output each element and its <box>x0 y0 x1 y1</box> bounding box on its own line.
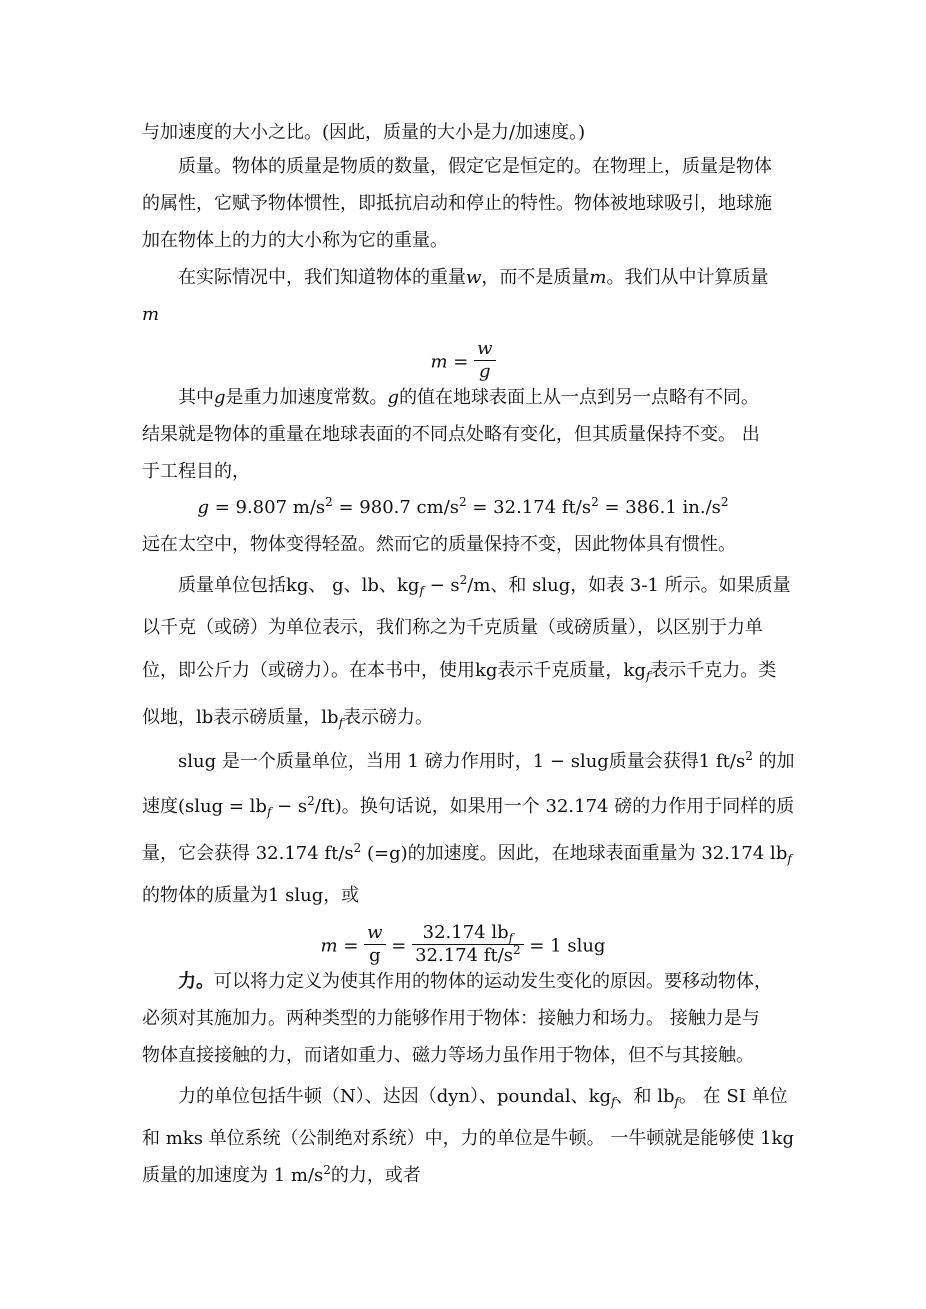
force-para-line-3: 物体直接接触的力，而诸如重力、磁力等场力虽作用于物体，但不与其接触。 <box>142 1045 754 1066</box>
slug-para-line-1: slug 是一个质量单位，当用 1 磅力作用时，1 − slug质量会获得1 $ft/s^2$ 的加 <box>178 749 795 772</box>
practical-para-line-1: 在实际情况中，我们知道物体的重量w，而不是质量m。我们从中计算质量 <box>178 267 769 288</box>
equation-slug: m = $\frac{w}{g}$ = $\frac{32.174 lb_f}{32.174 ft/s^2}$ = 1 slug <box>320 922 606 966</box>
g-para-line-1: 其中g是重力加速度常数。g的值在地球表面上从一点到另一点略有不同。 <box>178 387 760 408</box>
intro-tail-line: 与加速度的大小之比。(因此，质量的大小是力/加速度。) <box>142 122 586 143</box>
g-para-line-3: 于工程目的， <box>142 461 250 482</box>
equation-mass-weight: m = $\frac{w}{g}$ <box>0 340 926 364</box>
mass-para-line-1: 质量。物体的质量是物质的数量，假定它是恒定的。在物理上，质量是物体 <box>178 156 772 177</box>
mass-para-line-2: 的属性，它赋予物体惯性，即抵抗启动和停止的特性。物体被地球吸引，地球施 <box>142 193 772 214</box>
force-para-line-2: 必须对其施加力。两种类型的力能够作用于物体：接触力和场力。 接触力是与 <box>142 1008 760 1029</box>
practical-para-line-2: m <box>142 304 160 325</box>
force-units-line-2: 和 mks 单位系统（公制绝对系统）中，力的单位是牛顿。 一牛顿就是能够使 1kg <box>142 1128 794 1149</box>
equation-g-values: g = 9.807 $m/s^2 = 980.7$ $cm/s^2 = 32.174$ $ft/s^2 = 386.1$ $in./s^2$ <box>197 495 729 518</box>
units-para-line-2: 以千克（或磅）为单位表示，我们称之为千克质量（或磅质量），以区别于力单 <box>142 617 763 638</box>
g-para-line-2: 结果就是物体的重量在地球表面的不同点处略有变化，但其质量保持不变。 出 <box>142 424 760 445</box>
units-para-line-4: 似地，lb表示磅质量，$lb_f$表示磅力。 <box>142 707 434 730</box>
mass-para-line-3: 加在物体上的力的大小称为它的重量。 <box>142 230 448 251</box>
force-units-line-3: 质量的加速度为 1 $m/s^2$的力，或者 <box>142 1163 421 1186</box>
force-units-line-1: 力的单位包括牛顿（N）、达因（dyn）、poundal、$kg_f$、和 $lb_f$。 在 SI 单位 <box>178 1086 788 1109</box>
units-para-line-3: 位，即公斤力（或磅力）。在本书中，使用kg表示千克质量，$kg_f$表示千克力。类 <box>142 660 777 683</box>
force-heading: 力。 <box>178 971 214 992</box>
force-para-line-1: 力。可以将力定义为使其作用的物体的运动发生变化的原因。要移动物体， <box>178 971 772 992</box>
units-para-line-1: 质量单位包括kg、 g、lb、$kg_f - s^2/m$、和 slug，如表 3-1 所示。如果质量 <box>178 573 791 598</box>
slug-para-line-3: 量，它会获得 32.174 $ft/s^2$ (=g)的加速度。因此，在地球表面重量为 32.174 $lb_f$ <box>142 841 792 866</box>
slug-para-line-4: 的物体的质量为1 slug，或 <box>142 885 360 906</box>
space-para: 远在太空中，物体变得轻盈。然而它的质量保持不变，因此物体具有惯性。 <box>142 534 736 555</box>
slug-para-line-2: 速度(slug = $lb_f - s^2/ft$)。换句话说，如果用一个 32.174 磅的力作用于同样的质 <box>142 794 795 819</box>
